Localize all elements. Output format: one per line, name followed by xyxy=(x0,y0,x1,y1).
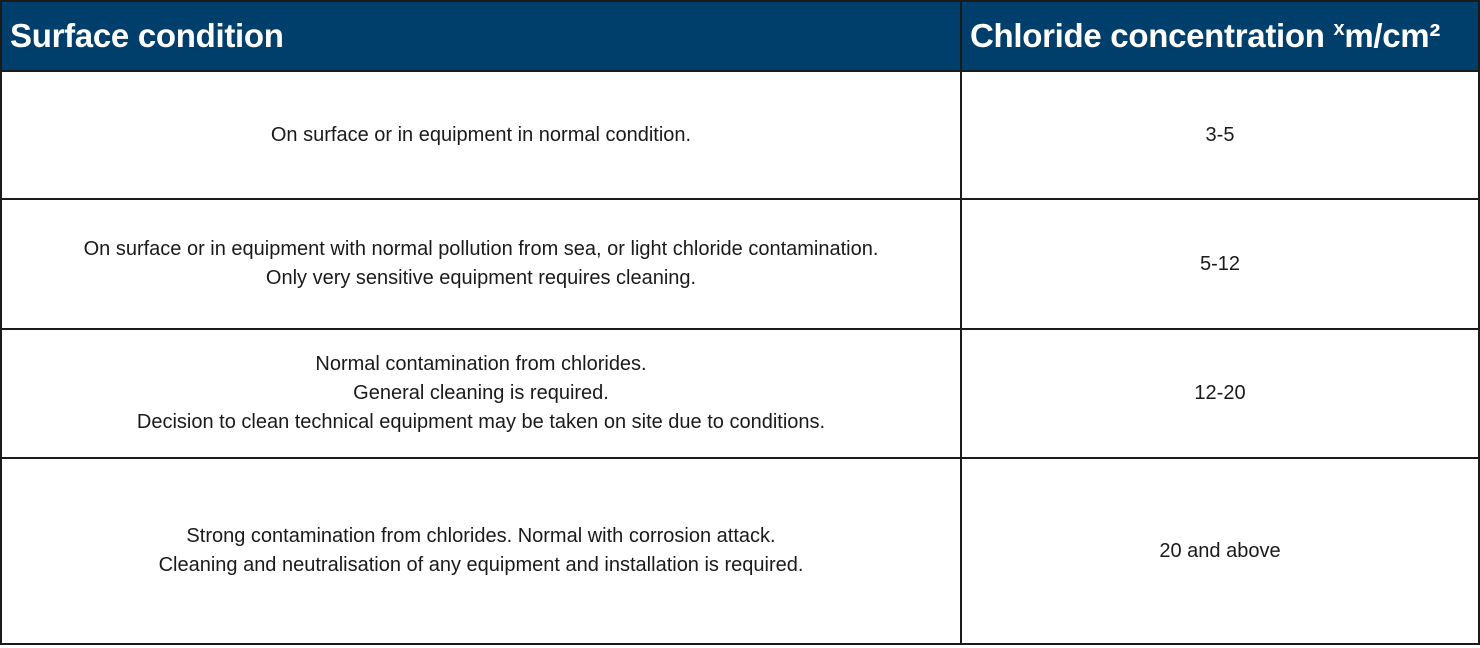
condition-line: Decision to clean technical equipment may be taken on site due to conditions. xyxy=(136,411,826,433)
concentration-cell: 20 and above xyxy=(961,458,1479,644)
condition-line: General cleaning is required. xyxy=(353,382,609,404)
table-row xyxy=(1,199,1479,329)
header-chloride-concentration xyxy=(961,1,1479,71)
concentration-cell: 5-12 xyxy=(961,199,1479,329)
header-col2-label: Chloride concentration xyxy=(970,17,1325,54)
condition-line: On surface or in equipment with normal pollution from sea, or light chloride contamination. xyxy=(83,238,879,260)
condition-line: Normal contamination from chlorides. xyxy=(315,353,647,375)
header-surface-condition: Surface condition xyxy=(1,1,961,71)
condition-line: Strong contamination from chlorides. Normal with corrosion attack. xyxy=(186,525,776,547)
condition-cell xyxy=(1,458,961,644)
table-row xyxy=(1,71,1479,199)
table-row xyxy=(1,458,1479,644)
concentration-cell: 12-20 xyxy=(961,329,1479,458)
condition-line: On surface or in equipment in normal condition. xyxy=(270,123,692,146)
condition-line: Only very sensitive equipment requires cleaning. xyxy=(265,267,697,289)
condition-line: Cleaning and neutralisation of any equipment and installation is required. xyxy=(158,554,804,576)
condition-cell xyxy=(1,199,961,329)
condition-cell xyxy=(1,329,961,458)
header-unit-prefix: x xyxy=(1333,18,1345,40)
concentration-cell: 3-5 xyxy=(961,71,1479,199)
header-row xyxy=(1,1,1479,71)
condition-cell xyxy=(1,71,961,199)
table-row xyxy=(1,329,1479,458)
header-unit: m/cm² xyxy=(1344,17,1441,54)
